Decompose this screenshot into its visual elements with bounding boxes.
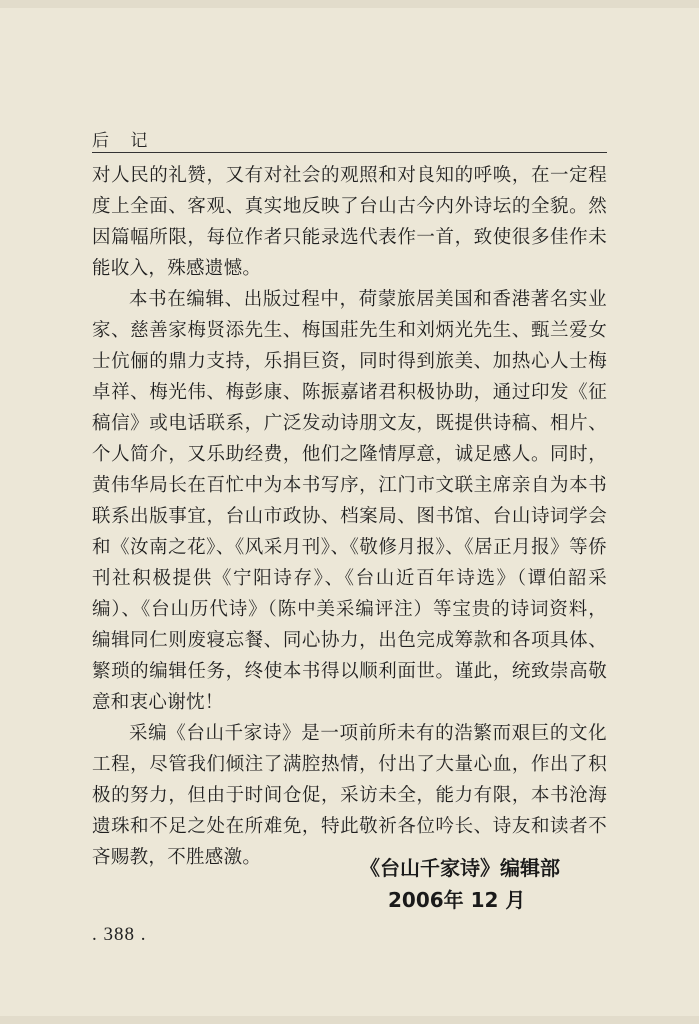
page-top-edge bbox=[0, 0, 699, 8]
page-bottom-edge bbox=[0, 1016, 699, 1024]
running-header: 后 记 bbox=[92, 131, 156, 151]
paragraph-acknowledgements: 本书在编辑、出版过程中，荷蒙旅居美国和香港著名实业家、慈善家梅贤添先生、梅国莊先生和刘炳光先生、甄兰爱女士伉俪的鼎力支持，乐捐巨资，同时得到旅美、加热心人士梅卓祥、梅光伟、梅彭康、陈振嘉诸君积极协助，通过印发《征稿信》或电话联系，广泛发动诗朋文友，既提供诗稿、相片、个人简介，又乐助经费，他们之隆情厚意，诚足感人。同时，黄伟华局长在百忙中为本书写序，江门市文联主席亲自为本书联系出版事宜，台山市政协、档案局、图书馆、台山诗词学会和《汝南之花》、《风采月刊》、《敬修月报》、《居正月报》等侨刊社积极提供《宁阳诗存》、《台山近百年诗选》（谭伯韶采编）、《台山历代诗》（陈中美采编评注）等宝贵的诗词资料，编辑同仁则废寝忘餐、同心协力，出色完成筹款和各项具体、繁琐的编辑任务，终使本书得以顺利面世。谨此，统致崇高敬意和衷心谢忱！ bbox=[92, 289, 607, 713]
paragraph-continued: 对人民的礼赞，又有对社会的观照和对良知的呼唤，在一定程度上全面、客观、真实地反映了台山古今内外诗坛的全貌。然因篇幅所限，每位作者只能录选代表作一首，致使很多佳作未能收入，殊感遗憾。 bbox=[92, 165, 607, 279]
header-divider bbox=[92, 152, 607, 153]
editorial-board-name: 《台山千家诗》编辑部 bbox=[360, 856, 560, 880]
paragraph-closing: 采编《台山千家诗》是一项前所未有的浩繁而艰巨的文化工程，尽管我们倾注了满腔热情，付出了大量心血，作出了积极的努力，但由于时间仓促，采访未全，能力有限，本书沧海遗珠和不足之处在所难免，特此敬祈各位吟长、诗友和读者不吝赐教，不胜感激。 bbox=[92, 723, 607, 868]
afterword-body bbox=[92, 160, 607, 873]
signature-date: 2006年 12 月 bbox=[388, 888, 526, 912]
signature-block bbox=[360, 852, 610, 916]
page-number: . 388 . bbox=[92, 924, 147, 945]
